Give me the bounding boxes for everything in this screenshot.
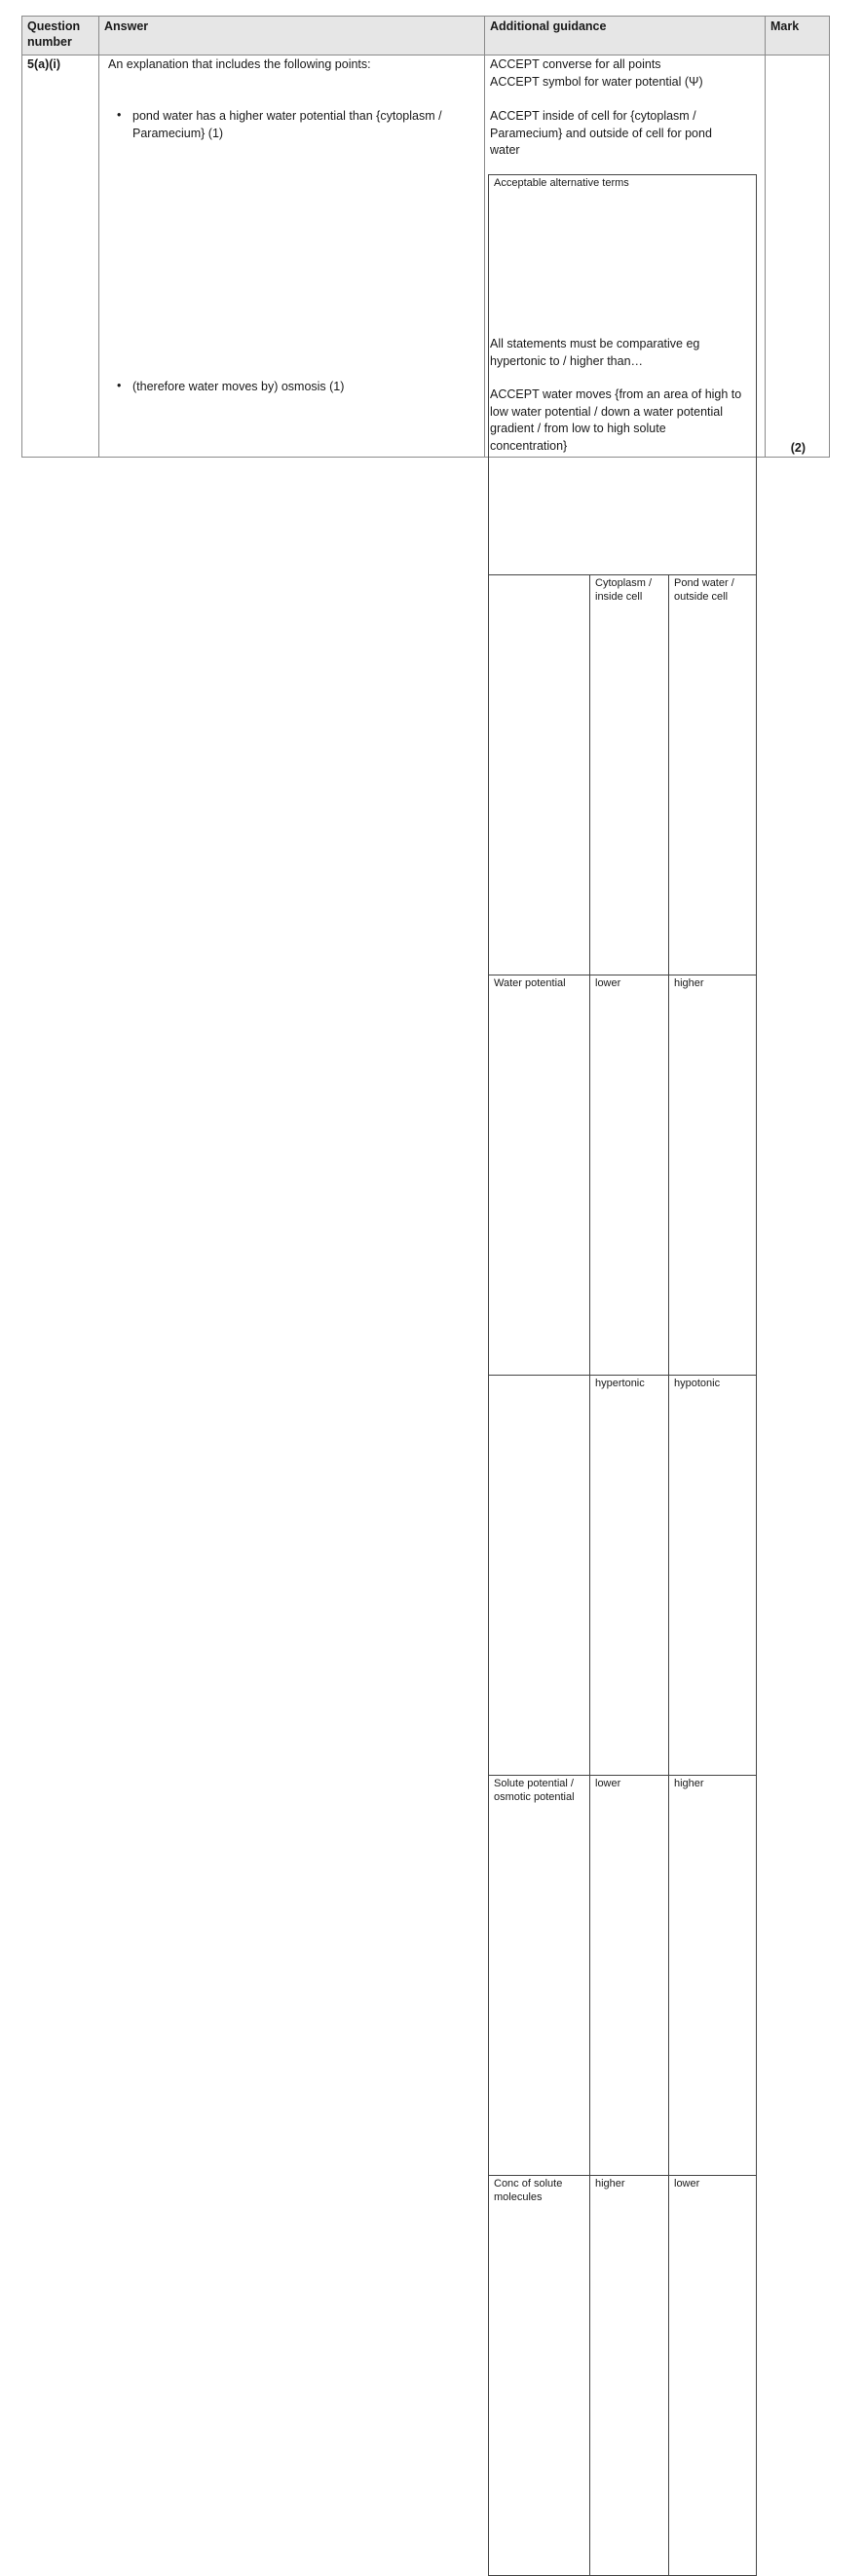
guidance-line: low water potential / down a water potential: [490, 404, 724, 419]
alt-row-label-line: Solute potential /: [494, 1778, 574, 1789]
answer-cell: [99, 55, 485, 458]
alt-table-cell: lower: [669, 2176, 757, 2576]
answer-point-1: [132, 108, 471, 142]
guidance-block-1: [490, 56, 703, 91]
alt-table-cell: lower: [590, 975, 669, 1376]
answer-point-1-line-1: pond water has a higher water potential than {cytoplasm /: [132, 109, 442, 123]
bullet-point-1: •: [117, 108, 122, 122]
guidance-line: water: [490, 143, 520, 157]
header-row: [22, 17, 830, 55]
guidance-line: All statements must be comparative eg: [490, 337, 700, 350]
alt-col-header-line: outside cell: [674, 591, 729, 603]
alt-table-empty-cell: [489, 575, 590, 975]
header-question-number: Question number: [22, 17, 99, 55]
alt-row-label-line: molecules: [494, 2191, 543, 2203]
alt-row-label-line: Conc of solute: [494, 2178, 563, 2190]
answer-row: [22, 55, 830, 458]
answer-intro: An explanation that includes the following points:: [108, 57, 371, 71]
alt-table-title: Acceptable alternative terms: [489, 175, 757, 575]
alt-table-col-header: [590, 575, 669, 975]
guidance-line: concentration}: [490, 438, 568, 453]
guidance-block-4: [490, 386, 741, 455]
alt-table-row-label: [489, 1376, 590, 1776]
guidance-line: ACCEPT converse for all points: [490, 57, 661, 71]
guidance-line: ACCEPT water moves {from an area of high to: [490, 387, 742, 401]
guidance-line: ACCEPT inside of cell for {cytoplasm /: [490, 109, 696, 123]
question-number: 5(a)(i): [22, 55, 99, 458]
guidance-block-3: [490, 336, 699, 370]
alt-table-row-label: [489, 1776, 590, 2176]
alt-table-row-label: Water potential: [489, 975, 590, 1376]
alt-table-cell: hypertonic: [590, 1376, 669, 1776]
mark-cell: [766, 55, 830, 458]
bullet-point-2: •: [117, 379, 122, 392]
alt-table-cell: hypotonic: [669, 1376, 757, 1776]
header-mark: Mark: [766, 17, 830, 55]
alt-table-row-label: [489, 2176, 590, 2576]
alt-row-label-line: osmotic potential: [494, 1791, 575, 1803]
alternative-terms-table: [488, 174, 757, 2576]
answer-point-2: (therefore water moves by) osmosis (1): [132, 380, 345, 393]
alt-table-cell: higher: [669, 1776, 757, 2176]
guidance-cell: [485, 55, 766, 2203]
mark-scheme-table: [21, 16, 830, 2203]
guidance-line: ACCEPT symbol for water potential (Ψ): [490, 74, 703, 89]
answer-point-1-line-2: Paramecium} (1): [132, 126, 224, 140]
alt-table-cell: higher: [590, 2176, 669, 2576]
guidance-line: gradient / from low to high solute: [490, 422, 666, 435]
alt-col-header-line: Cytoplasm /: [595, 577, 653, 589]
guidance-line: hypertonic to / higher than…: [490, 353, 644, 368]
alt-col-header-line: inside cell: [595, 591, 643, 603]
header-answer: Answer: [99, 17, 485, 55]
guidance-block-2: [490, 108, 712, 160]
alt-col-header-line: Pond water /: [674, 577, 734, 589]
guidance-line: Paramecium} and outside of cell for pond: [490, 126, 712, 140]
alt-table-cell: lower: [590, 1776, 669, 2176]
header-additional-guidance: Additional guidance: [485, 17, 766, 55]
alt-table-col-header: [669, 575, 757, 975]
mark-value: (2): [790, 441, 806, 455]
alt-table-cell: higher: [669, 975, 757, 1376]
